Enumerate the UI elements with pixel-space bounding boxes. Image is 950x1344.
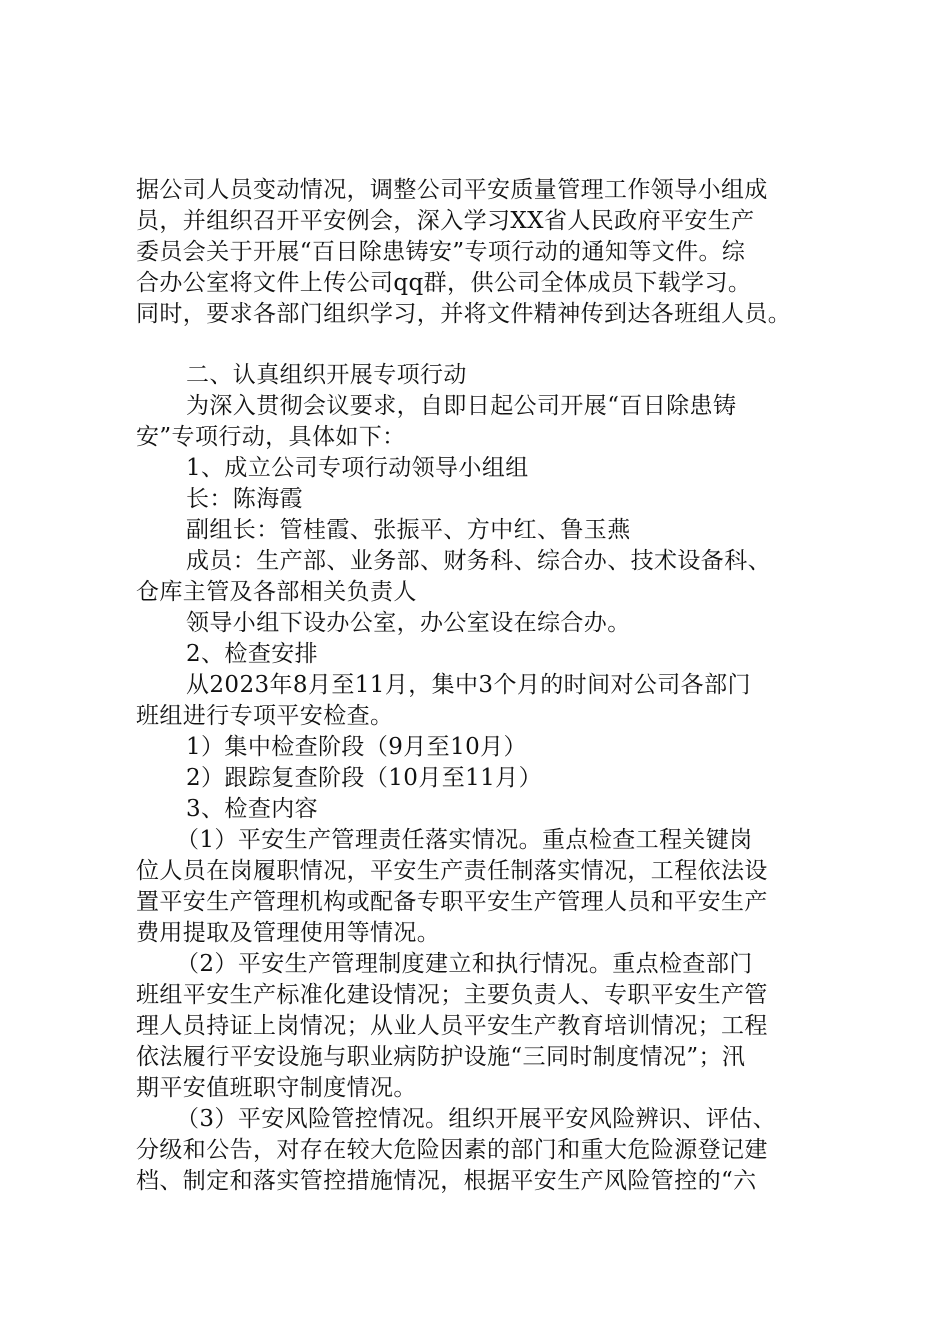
paragraph-line: 班组进行专项平安检查。 (136, 703, 394, 729)
paragraph-line: 位人员在岗履职情况，平安生产责任制落实情况，工程依法设 (136, 858, 768, 884)
paragraph-line: 合办公室将文件上传公司qq群，供公司全体成员下载学习。 (136, 270, 752, 296)
paragraph-line: 班组平安生产标准化建设情况；主要负责人、专职平安生产管 (136, 982, 768, 1008)
paragraph-line: 期平安值班职守制度情况。 (136, 1075, 417, 1101)
paragraph-line: 据公司人员变动情况，调整公司平安质量管理工作领导小组成 (136, 177, 768, 203)
paragraph-line: 成员：生产部、业务部、财务科、综合办、技术设备科、 (186, 548, 771, 574)
list-item: 1）集中检查阶段（9月至10月） (186, 734, 527, 760)
subsection-heading: 1、成立公司专项行动领导小组组 (186, 455, 529, 481)
paragraph-line: （1）平安生产管理责任落实情况。重点检查工程关键岗 (176, 827, 753, 853)
paragraph-line: 为深入贯彻会议要求，自即日起公司开展“百日除患铸 (186, 393, 737, 419)
subsection-heading: 3、检查内容 (186, 796, 319, 822)
paragraph-line: 副组长：管桂霞、张振平、方中红、鲁玉燕 (186, 517, 631, 543)
paragraph-line: 同时，要求各部门组织学习，并将文件精神传到达各班组人员。 (136, 301, 792, 327)
paragraph-line: 依法履行平安设施与职业病防护设施“三同时制度情况”；汛 (136, 1044, 746, 1070)
paragraph-line: 领导小组下设办公室，办公室设在综合办。 (186, 610, 631, 636)
paragraph-line: 仓库主管及各部相关负责人 (136, 579, 417, 605)
paragraph-line: （3）平安风险管控情况。组织开展平安风险辨识、评估、 (176, 1106, 777, 1132)
paragraph-line: 置平安生产管理机构或配备专职平安生产管理人员和平安生产 (136, 889, 768, 915)
paragraph-line: 理人员持证上岗情况；从业人员平安生产教育培训情况；工程 (136, 1013, 768, 1039)
paragraph-line: 安”专项行动，具体如下： (136, 424, 406, 450)
list-item: 2）跟踪复查阶段（10月至11月） (186, 765, 542, 791)
paragraph-line: 委员会关于开展“百日除患铸安”专项行动的通知等文件。综 (136, 239, 746, 265)
subsection-heading: 2、检查安排 (186, 641, 319, 667)
paragraph-line: 档、制定和落实管控措施情况，根据平安生产风险管控的“六 (136, 1168, 757, 1194)
paragraph-line: （2）平安生产管理制度建立和执行情况。重点检查部门 (176, 951, 753, 977)
paragraph-line: 分级和公告，对存在较大危险因素的部门和重大危险源登记建 (136, 1137, 768, 1163)
section-heading: 二、认真组织开展专项行动 (186, 362, 467, 388)
paragraph-line: 费用提取及管理使用等情况。 (136, 920, 441, 946)
paragraph-line: 员，并组织召开平安例会，深入学习XX省人民政府平安生产 (136, 208, 755, 234)
paragraph-line: 长：陈海霞 (186, 486, 303, 512)
paragraph-line: 从2023年8月至11月，集中3个月的时间对公司各部门 (186, 672, 751, 698)
